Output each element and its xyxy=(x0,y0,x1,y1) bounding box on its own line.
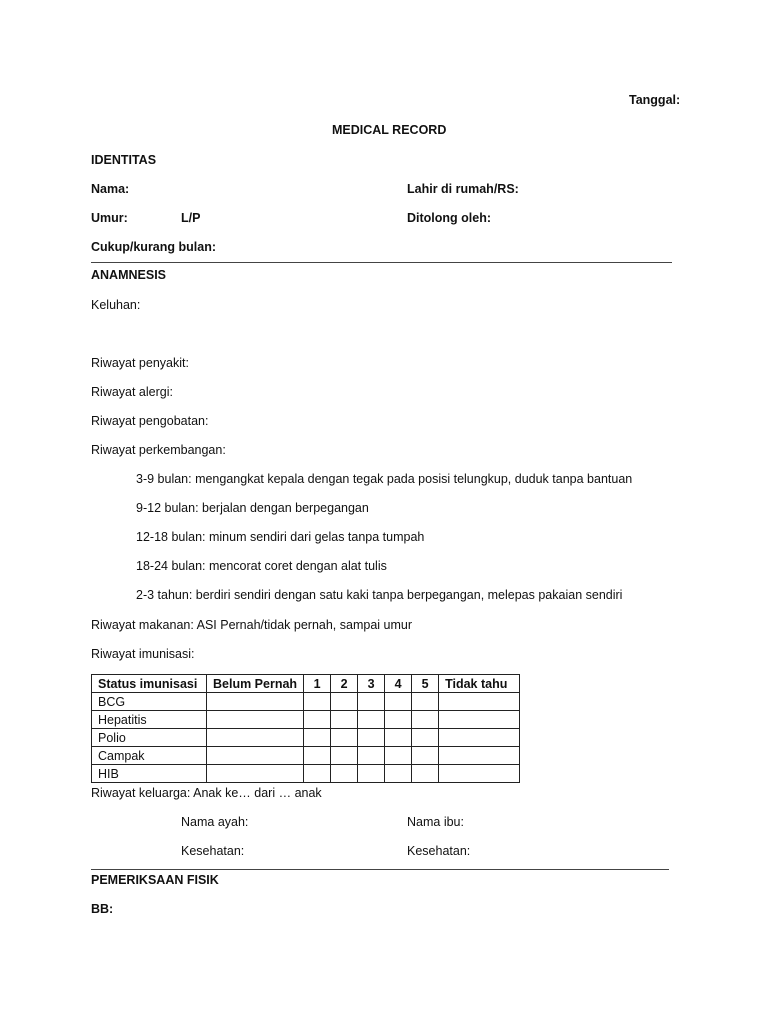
ditolong-label: Ditolong oleh: xyxy=(407,211,492,225)
column-header: 2 xyxy=(331,675,358,693)
riwayat-imunisasi-label: Riwayat imunisasi: xyxy=(91,647,195,661)
riwayat-pengobatan-label: Riwayat pengobatan: xyxy=(91,414,209,428)
nama-label: Nama: xyxy=(91,182,130,196)
column-header: Tidak tahu xyxy=(439,675,520,693)
riwayat-keluarga-label: Riwayat keluarga: Anak ke… dari … anak xyxy=(91,786,322,800)
milestone-item: 12-18 bulan: minum sendiri dari gelas tanpa tumpah xyxy=(136,530,425,544)
vaccine-name: HIB xyxy=(92,765,207,783)
table-row xyxy=(92,765,520,783)
identitas-heading: IDENTITAS xyxy=(91,153,157,167)
page-title: MEDICAL RECORD xyxy=(332,123,447,137)
nama-ibu-label: Nama ibu: xyxy=(407,815,464,829)
cukup-bulan-label: Cukup/kurang bulan: xyxy=(91,240,216,254)
table-row xyxy=(92,693,520,711)
lahir-label: Lahir di rumah/RS: xyxy=(407,182,519,196)
table-row xyxy=(92,729,520,747)
column-header: 4 xyxy=(385,675,412,693)
nama-ayah-label: Nama ayah: xyxy=(181,815,249,829)
milestone-item: 18-24 bulan: mencorat coret dengan alat tulis xyxy=(136,559,387,573)
vaccine-name: Campak xyxy=(92,747,207,765)
milestone-item: 3-9 bulan: mengangkat kepala dengan tegak pada posisi telungkup, duduk tanpa bantuan xyxy=(136,472,633,486)
section-divider xyxy=(91,869,669,870)
milestone-item: 2-3 tahun: berdiri sendiri dengan satu kaki tanpa berpegangan, melepas pakaian sendiri xyxy=(136,588,623,602)
riwayat-alergi-label: Riwayat alergi: xyxy=(91,385,173,399)
kesehatan-ayah-label: Kesehatan: xyxy=(181,844,245,858)
umur-label: Umur: xyxy=(91,211,128,225)
date-label: Tanggal: xyxy=(629,93,681,107)
anamnesis-heading: ANAMNESIS xyxy=(91,268,167,282)
table-row xyxy=(92,711,520,729)
pemeriksaan-heading: PEMERIKSAAN FISIK xyxy=(91,873,219,887)
column-header: Status imunisasi xyxy=(92,675,207,693)
vaccine-name: BCG xyxy=(92,693,207,711)
column-header: Belum Pernah xyxy=(207,675,304,693)
column-header: 1 xyxy=(304,675,331,693)
vaccine-name: Hepatitis xyxy=(92,711,207,729)
table-row xyxy=(92,747,520,765)
riwayat-makanan-label: Riwayat makanan: ASI Pernah/tidak pernah, sampai umur xyxy=(91,618,413,632)
section-divider xyxy=(91,262,672,263)
keluhan-label: Keluhan: xyxy=(91,298,141,312)
column-header: 5 xyxy=(412,675,439,693)
riwayat-perkembangan-label: Riwayat perkembangan: xyxy=(91,443,226,457)
vaccine-name: Polio xyxy=(92,729,207,747)
column-header: 3 xyxy=(358,675,385,693)
riwayat-penyakit-label: Riwayat penyakit: xyxy=(91,356,189,370)
sex-label: L/P xyxy=(181,211,201,225)
immunization-table xyxy=(91,674,520,783)
table-header-row xyxy=(92,675,520,693)
milestone-item: 9-12 bulan: berjalan dengan berpegangan xyxy=(136,501,369,515)
kesehatan-ibu-label: Kesehatan: xyxy=(407,844,471,858)
bb-label: BB: xyxy=(91,902,114,916)
